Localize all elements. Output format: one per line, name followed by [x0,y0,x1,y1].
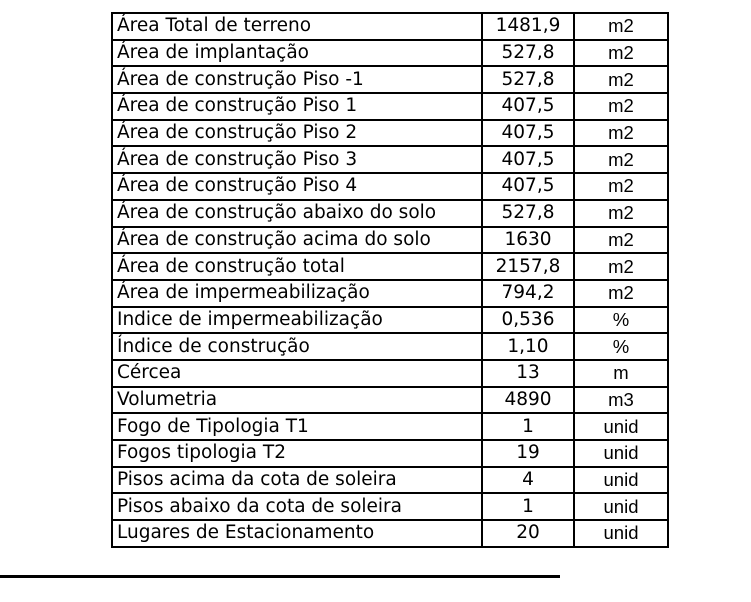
row-unit: unid [574,520,668,547]
row-unit: m2 [574,253,668,280]
row-value: 20 [482,520,574,547]
row-value: 407,5 [482,173,574,200]
row-label: Fogo de Tipologia T1 [112,413,482,440]
row-value: 1481,9 [482,13,574,40]
row-label: Fogos tipologia T2 [112,440,482,467]
row-unit: m2 [574,66,668,93]
table-row [112,93,668,120]
row-label: Área de construção acima do solo [112,227,482,254]
table-row [112,387,668,414]
row-value: 1 [482,413,574,440]
row-unit: unid [574,467,668,494]
row-label: Área de construção Piso 4 [112,173,482,200]
table-row [112,200,668,227]
row-unit: m2 [574,200,668,227]
table-row [112,493,668,520]
row-label: Área de construção Piso 3 [112,146,482,173]
row-label: Área de impermeabilização [112,280,482,307]
row-label: Área de implantação [112,40,482,67]
row-unit: % [574,307,668,334]
row-label: Pisos acima da cota de soleira [112,467,482,494]
row-unit: m2 [574,120,668,147]
table-row [112,120,668,147]
row-label: Pisos abaixo da cota de soleira [112,493,482,520]
table-row [112,307,668,334]
table-row [112,333,668,360]
table-row [112,253,668,280]
row-unit: m2 [574,13,668,40]
row-label: Indice de impermeabilização [112,307,482,334]
table-row [112,280,668,307]
row-label: Volumetria [112,387,482,414]
bottom-rule [0,575,560,578]
table-row [112,66,668,93]
row-value: 19 [482,440,574,467]
row-value: 527,8 [482,200,574,227]
table-row [112,360,668,387]
row-value: 527,8 [482,40,574,67]
row-label: Área de construção total [112,253,482,280]
table-row [112,520,668,547]
table-body [112,13,668,547]
row-label: Área de construção abaixo do solo [112,200,482,227]
row-unit: unid [574,440,668,467]
row-value: 794,2 [482,280,574,307]
table-row [112,173,668,200]
row-unit: m2 [574,93,668,120]
table-row [112,227,668,254]
row-unit: m3 [574,387,668,414]
row-unit: m2 [574,280,668,307]
row-label: Lugares de Estacionamento [112,520,482,547]
table-row [112,40,668,67]
row-value: 0,536 [482,307,574,334]
row-value: 4 [482,467,574,494]
row-value: 407,5 [482,93,574,120]
row-unit: m [574,360,668,387]
table-row [112,13,668,40]
table-row [112,146,668,173]
row-value: 407,5 [482,146,574,173]
area-summary-sheet [111,12,666,548]
table-row [112,440,668,467]
row-value: 1 [482,493,574,520]
row-value: 1630 [482,227,574,254]
area-summary-table [111,12,669,548]
table-row [112,413,668,440]
row-value: 1,10 [482,333,574,360]
row-unit: unid [574,413,668,440]
row-unit: m2 [574,227,668,254]
row-value: 4890 [482,387,574,414]
row-label: Cércea [112,360,482,387]
row-value: 407,5 [482,120,574,147]
row-label: Área de construção Piso 2 [112,120,482,147]
row-unit: m2 [574,173,668,200]
row-value: 13 [482,360,574,387]
row-unit: % [574,333,668,360]
row-unit: m2 [574,146,668,173]
row-label: Área de construção Piso -1 [112,66,482,93]
table-row [112,467,668,494]
row-value: 2157,8 [482,253,574,280]
row-label: Índice de construção [112,333,482,360]
row-label: Área Total de terreno [112,13,482,40]
row-value: 527,8 [482,66,574,93]
row-unit: m2 [574,40,668,67]
row-unit: unid [574,493,668,520]
row-label: Área de construção Piso 1 [112,93,482,120]
